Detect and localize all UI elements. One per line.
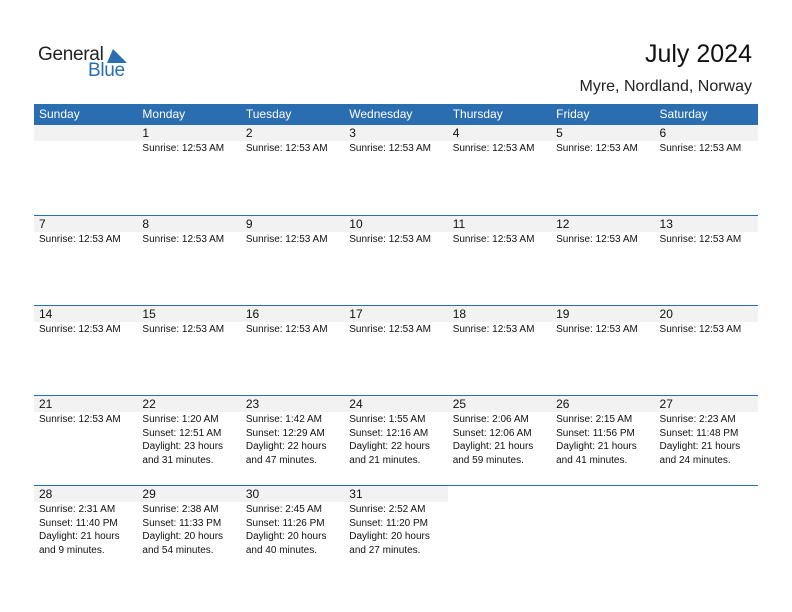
weekday-monday: Monday	[142, 107, 186, 121]
day-cell	[137, 486, 240, 575]
sun-info-line: and 40 minutes.	[245, 544, 318, 556]
day-cell	[241, 306, 344, 395]
day-sun-info	[344, 141, 447, 156]
day-cell	[551, 396, 654, 485]
sun-info-line: Sunrise: 2:06 AM	[452, 414, 529, 425]
sun-info-line: Daylight: 21 hours	[452, 441, 534, 452]
day-sun-info	[448, 232, 551, 247]
sun-info-line: Sunrise: 12:53 AM	[142, 324, 225, 335]
sun-info-line: Daylight: 23 hours	[142, 441, 224, 452]
sun-info-line: Sunrise: 12:53 AM	[452, 143, 535, 154]
day-sun-info	[137, 141, 240, 156]
week-cells	[34, 125, 758, 215]
sun-info-line: Sunrise: 12:53 AM	[349, 143, 431, 154]
day-sun-info	[448, 141, 551, 156]
day-sun-info	[241, 141, 344, 156]
week-row	[34, 395, 758, 485]
day-cell	[344, 486, 447, 575]
day-sun-info	[137, 502, 240, 557]
day-sun-info	[34, 141, 137, 142]
day-number: 5	[551, 125, 654, 141]
logo	[38, 44, 138, 80]
sun-info-line: Sunrise: 12:53 AM	[556, 234, 638, 245]
week-row	[34, 305, 758, 395]
day-number: 14	[34, 306, 137, 322]
day-cell	[344, 216, 447, 305]
day-sun-info	[551, 322, 654, 337]
sun-info-line: Sunset: 11:48 PM	[659, 427, 739, 439]
sun-info-line: and 54 minutes.	[142, 544, 214, 556]
day-number: 9	[241, 216, 344, 232]
sun-info-line: Daylight: 22 hours	[245, 441, 327, 452]
day-cell	[137, 396, 240, 485]
week-cells	[34, 306, 758, 395]
day-sun-info	[34, 322, 137, 337]
day-number: 21	[34, 396, 137, 412]
day-cell	[448, 306, 551, 395]
day-cell	[34, 216, 137, 305]
day-sun-info	[448, 412, 551, 467]
day-cell	[34, 486, 137, 575]
day-cell	[655, 486, 758, 575]
sun-info-line: and 24 minutes.	[659, 454, 731, 466]
day-sun-info	[655, 141, 758, 156]
sun-info-line: Sunset: 12:06 AM	[452, 427, 532, 439]
day-number: 30	[241, 486, 344, 502]
day-sun-info	[34, 412, 137, 427]
sun-info-line: and 41 minutes.	[556, 454, 628, 466]
day-cell	[448, 486, 551, 575]
day-sun-info	[241, 502, 344, 557]
day-sun-info	[448, 322, 551, 337]
day-sun-info	[551, 141, 654, 156]
day-number: 17	[344, 306, 447, 322]
day-number: 16	[241, 306, 344, 322]
day-sun-info	[137, 412, 240, 467]
day-cell	[241, 125, 344, 215]
day-number: 29	[137, 486, 240, 502]
day-number: 25	[448, 396, 551, 412]
day-cell	[241, 396, 344, 485]
day-number: 24	[344, 396, 447, 412]
day-cell	[655, 216, 758, 305]
sun-info-line: Sunset: 12:29 AM	[245, 427, 325, 439]
sun-info-line: Sunrise: 1:55 AM	[349, 414, 426, 425]
day-number: 20	[655, 306, 758, 322]
sun-info-line: Sunrise: 12:53 AM	[452, 324, 535, 335]
day-cell	[448, 396, 551, 485]
week-row	[34, 215, 758, 305]
day-number: 12	[551, 216, 654, 232]
day-cell	[137, 306, 240, 395]
day-sun-info	[655, 232, 758, 247]
sun-info-line: Sunset: 11:33 PM	[142, 517, 222, 529]
day-sun-info	[241, 232, 344, 247]
calendar-location: Myre, Nordland, Norway	[579, 78, 752, 95]
sun-info-line: Sunrise: 1:20 AM	[142, 414, 219, 425]
sun-info-line: Sunrise: 12:53 AM	[556, 324, 638, 335]
sun-info-line: Sunrise: 12:53 AM	[142, 234, 225, 245]
day-sun-info	[137, 322, 240, 337]
day-cell	[655, 306, 758, 395]
day-number: 8	[137, 216, 240, 232]
day-cell	[551, 216, 654, 305]
sun-info-line: Sunset: 11:26 PM	[245, 517, 325, 529]
sun-info-line: Sunset: 12:51 AM	[142, 427, 222, 439]
day-sun-info	[551, 412, 654, 467]
day-sun-info	[241, 322, 344, 337]
day-number: 26	[551, 396, 654, 412]
day-sun-info	[344, 232, 447, 247]
sun-info-line: Sunrise: 2:38 AM	[142, 504, 219, 515]
sun-info-line: Sunrise: 2:31 AM	[39, 504, 116, 515]
day-cell	[551, 486, 654, 575]
day-sun-info	[551, 232, 654, 247]
sun-info-line: Daylight: 20 hours	[245, 531, 327, 542]
sun-info-line: Sunset: 11:20 PM	[349, 517, 429, 529]
weekday-sunday: Sunday	[39, 107, 80, 121]
sun-info-line: Sunrise: 2:45 AM	[245, 504, 322, 515]
sun-info-line: Sunset: 11:56 PM	[556, 427, 635, 439]
day-sun-info	[655, 412, 758, 467]
sun-info-line: Daylight: 20 hours	[349, 531, 430, 542]
day-number: 13	[655, 216, 758, 232]
sun-info-line: Sunrise: 12:53 AM	[245, 143, 328, 154]
sun-info-line: Daylight: 21 hours	[39, 531, 120, 542]
sun-info-line: Daylight: 21 hours	[659, 441, 741, 452]
sun-info-line: Sunrise: 2:23 AM	[659, 414, 736, 425]
day-sun-info	[344, 502, 447, 557]
sun-info-line: Sunrise: 12:53 AM	[39, 234, 121, 245]
day-cell	[344, 306, 447, 395]
day-sun-info	[241, 412, 344, 467]
day-cell	[448, 125, 551, 215]
day-cell	[241, 216, 344, 305]
sun-info-line: Sunrise: 12:53 AM	[39, 324, 121, 335]
sun-info-line: Sunrise: 12:53 AM	[659, 143, 742, 154]
day-sun-info	[34, 232, 137, 247]
week-row	[34, 485, 758, 575]
week-row	[34, 125, 758, 215]
logo-general-text: General	[38, 44, 104, 65]
sun-info-line: and 59 minutes.	[452, 454, 524, 466]
weekday-tuesday: Tuesday	[245, 107, 292, 121]
sun-info-line: Sunrise: 12:53 AM	[142, 143, 225, 154]
weekday-saturday: Saturday	[659, 107, 708, 121]
sun-info-line: Sunrise: 1:42 AM	[245, 414, 322, 425]
weekday-header-row	[34, 104, 758, 125]
sun-info-line: Sunrise: 12:53 AM	[349, 234, 431, 245]
day-sun-info	[344, 412, 447, 467]
day-number: 28	[34, 486, 137, 502]
day-cell	[137, 125, 240, 215]
sun-info-line: Sunrise: 12:53 AM	[659, 234, 742, 245]
day-number: 4	[448, 125, 551, 141]
sun-info-line: Daylight: 21 hours	[556, 441, 637, 452]
sun-info-line: Sunset: 12:16 AM	[349, 427, 429, 439]
day-number: 2	[241, 125, 344, 141]
sun-info-line: and 21 minutes.	[349, 454, 421, 466]
day-number: 10	[344, 216, 447, 232]
day-number: 27	[655, 396, 758, 412]
day-number: 18	[448, 306, 551, 322]
sun-info-line: and 27 minutes.	[349, 544, 421, 556]
day-number: 19	[551, 306, 654, 322]
day-number: 7	[34, 216, 137, 232]
sun-info-line: Sunrise: 12:53 AM	[659, 324, 742, 335]
weekday-thursday: Thursday	[452, 107, 503, 121]
day-cell	[241, 486, 344, 575]
day-cell	[137, 216, 240, 305]
sun-info-line: Daylight: 20 hours	[142, 531, 224, 542]
sun-info-line: Sunset: 11:40 PM	[39, 517, 118, 529]
sun-info-line: Sunrise: 12:53 AM	[556, 143, 638, 154]
sun-info-line: Sunrise: 12:53 AM	[39, 414, 121, 425]
week-cells	[34, 216, 758, 305]
sun-info-line: Sunrise: 2:52 AM	[349, 504, 426, 515]
sun-info-line: Sunrise: 12:53 AM	[349, 324, 431, 335]
day-sun-info	[655, 322, 758, 337]
day-cell	[34, 306, 137, 395]
calendar-grid	[34, 104, 758, 575]
day-cell	[551, 125, 654, 215]
day-sun-info	[34, 502, 137, 557]
week-cells	[34, 486, 758, 575]
week-cells	[34, 396, 758, 485]
day-cell	[34, 125, 137, 215]
weekday-friday: Friday	[556, 107, 590, 121]
day-number	[34, 125, 137, 141]
day-number: 11	[448, 216, 551, 232]
day-number: 23	[241, 396, 344, 412]
sun-info-line: Sunrise: 12:53 AM	[245, 324, 328, 335]
logo-blue-text: Blue	[88, 60, 125, 81]
sun-info-line: and 47 minutes.	[245, 454, 318, 466]
weekday-wednesday: Wednesday	[349, 107, 413, 121]
day-number: 22	[137, 396, 240, 412]
day-cell	[655, 396, 758, 485]
day-sun-info	[137, 232, 240, 247]
day-number: 3	[344, 125, 447, 141]
sun-info-line: Daylight: 22 hours	[349, 441, 430, 452]
day-cell	[448, 216, 551, 305]
day-number: 31	[344, 486, 447, 502]
sun-info-line: Sunrise: 2:15 AM	[556, 414, 633, 425]
sun-info-line: and 31 minutes.	[142, 454, 214, 466]
day-cell	[551, 306, 654, 395]
sun-info-line: and 9 minutes.	[39, 544, 105, 556]
weeks-container	[34, 125, 758, 575]
day-number: 15	[137, 306, 240, 322]
day-number: 6	[655, 125, 758, 141]
day-sun-info	[344, 322, 447, 337]
sun-info-line: Sunrise: 12:53 AM	[452, 234, 535, 245]
day-number: 1	[137, 125, 240, 141]
day-cell	[344, 125, 447, 215]
day-cell	[655, 125, 758, 215]
calendar-title: July 2024	[644, 40, 752, 68]
day-cell	[34, 396, 137, 485]
sun-info-line: Sunrise: 12:53 AM	[245, 234, 328, 245]
day-cell	[344, 396, 447, 485]
